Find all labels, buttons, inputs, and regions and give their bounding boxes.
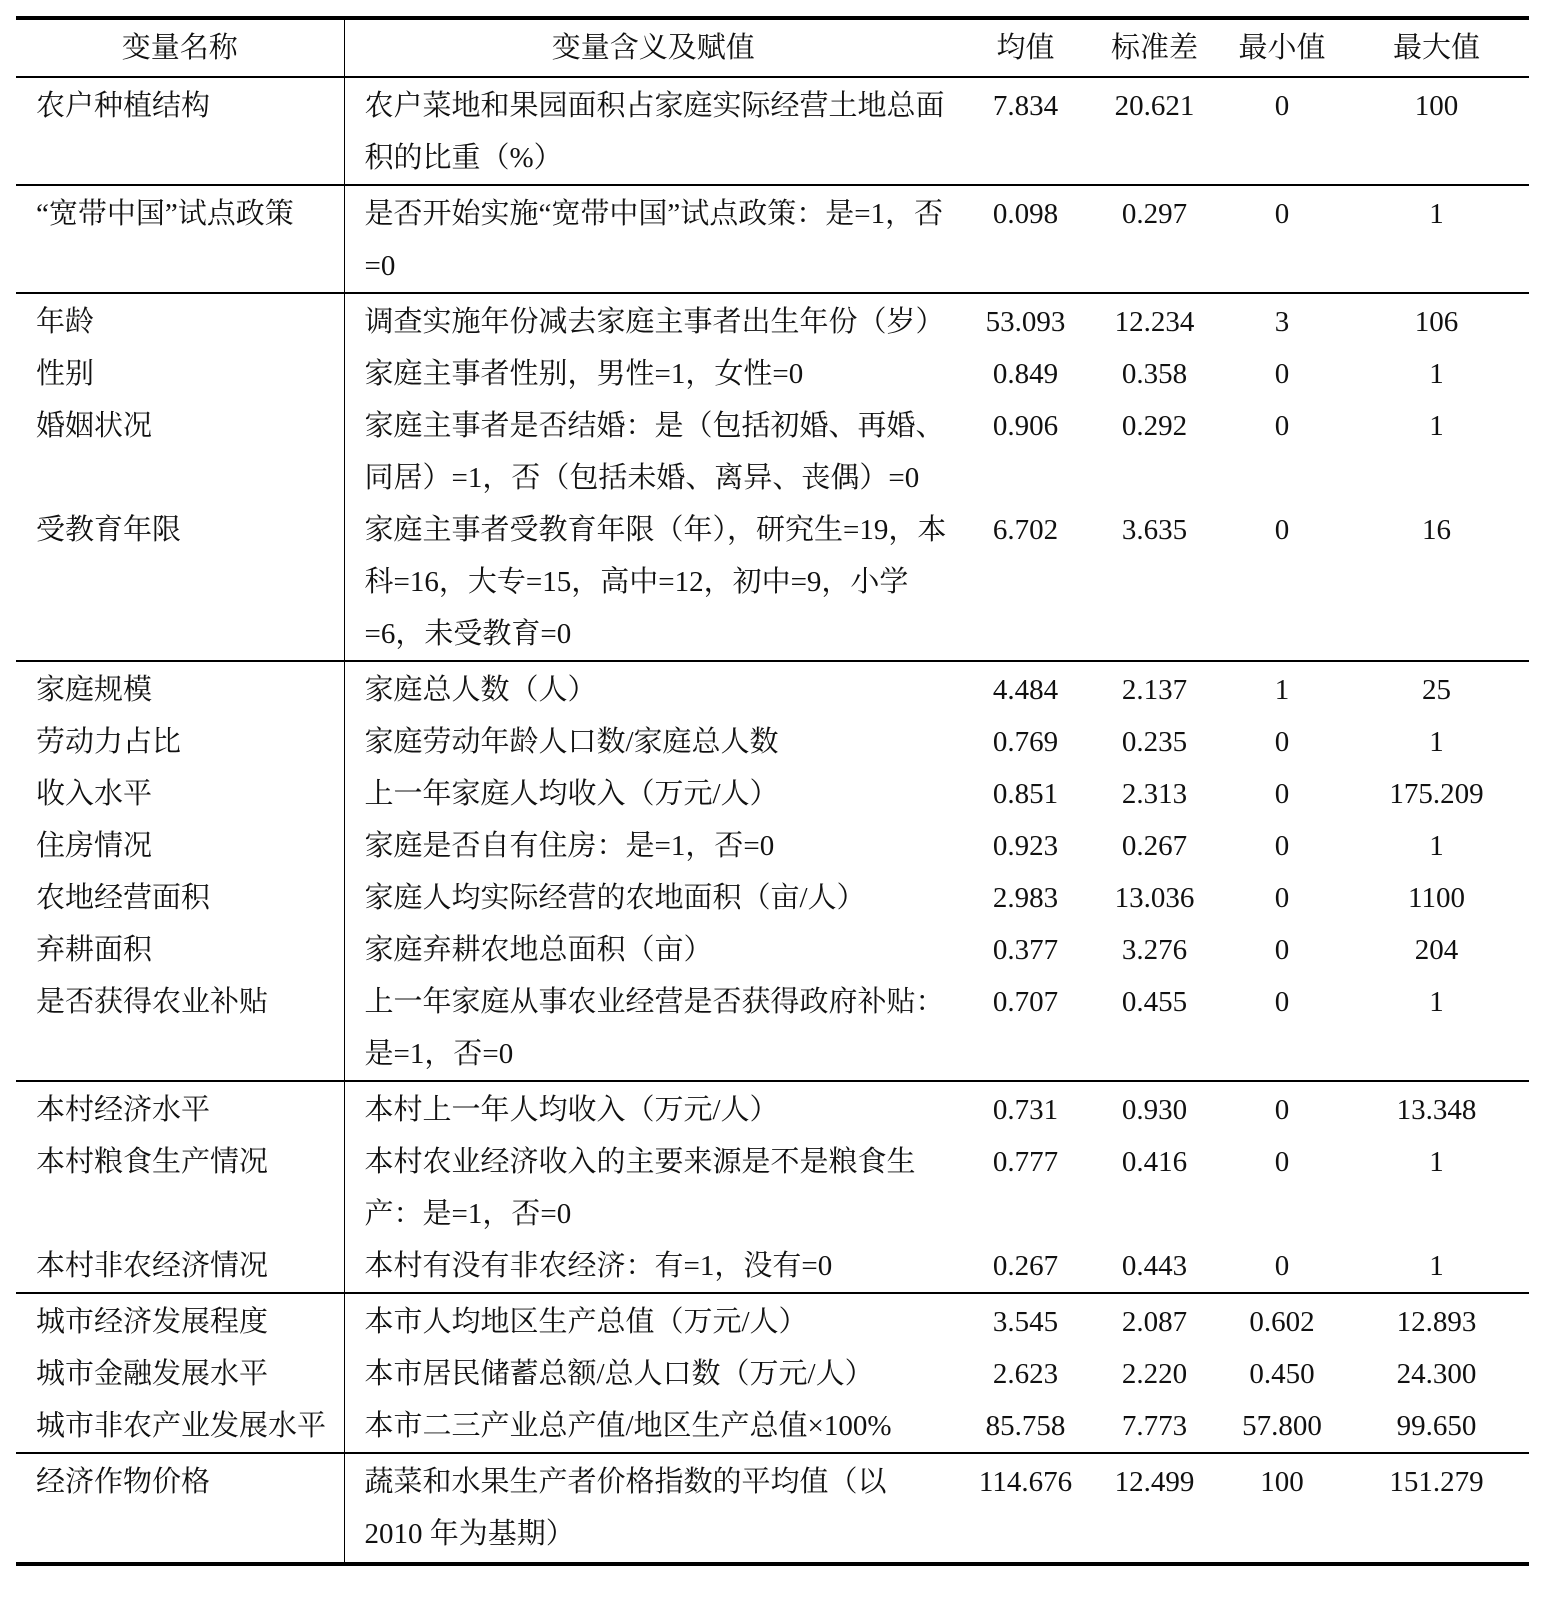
table-header [16,18,1529,77]
table-row [16,661,1529,716]
variable-meaning-cell: 本市居民储蓄总额/总人口数（万元/人） [364,1358,874,1390]
min-cell: 100 [1260,1466,1304,1498]
table-row [16,1400,1529,1453]
table-row [16,348,1529,400]
variable-meaning-cell: 本市二三产业总产值/地区生产总值×100% [364,1410,892,1442]
std-dev-cell: 0.416 [1121,1146,1188,1178]
variable-meaning-cell: 本村农业经济收入的主要来源是不是粮食生产：是=1，否=0 [364,1146,916,1230]
mean-cell: 114.676 [978,1466,1073,1498]
header-mean: 均值 [962,18,1089,77]
variable-meaning-cell: 上一年家庭人均收入（万元/人） [364,778,779,810]
variable-name-cell: 本村粮食生产情况 [16,1136,344,1240]
min-cell: 0 [1274,1250,1290,1282]
max-cell: 106 [1414,306,1459,338]
variable-name-cell: 城市非农产业发展水平 [16,1400,344,1453]
min-cell: 0 [1274,358,1290,390]
variable-name-cell: 城市经济发展程度 [16,1293,344,1348]
variable-name-cell: 劳动力占比 [16,716,344,768]
variable-meaning-cell: 调查实施年份减去家庭主事者出生年份（岁） [364,306,945,338]
mean-cell: 0.906 [992,410,1059,442]
std-dev-cell: 2.220 [1121,1358,1188,1390]
variable-meaning-cell: 本村上一年人均收入（万元/人） [364,1094,779,1126]
min-cell: 57.800 [1242,1410,1322,1442]
table-row [16,1293,1529,1348]
std-dev-cell: 7.773 [1121,1410,1188,1442]
variable-meaning-cell: 家庭是否自有住房：是=1，否=0 [364,830,775,862]
max-cell: 1 [1429,726,1444,758]
max-cell: 1 [1429,1146,1444,1178]
variable-group [16,185,1529,293]
min-cell: 0.450 [1249,1358,1315,1390]
max-cell: 1 [1429,358,1444,390]
table-row [16,924,1529,976]
min-cell: 0 [1274,986,1290,1018]
variable-meaning-cell: 家庭人均实际经营的农地面积（亩/人） [364,882,866,914]
mean-cell: 2.983 [992,882,1059,914]
variable-name-cell: 性别 [16,348,344,400]
variable-meaning-cell: 家庭弃耕农地总面积（亩） [364,934,713,966]
variable-name-cell: 农地经营面积 [16,872,344,924]
variable-meaning-cell: 家庭总人数（人） [364,674,597,706]
variable-meaning-cell: 家庭劳动年龄人口数/家庭总人数 [364,726,779,758]
min-cell: 0 [1274,410,1290,442]
mean-cell: 0.707 [992,986,1059,1018]
mean-cell: 0.731 [992,1094,1059,1126]
std-dev-cell: 2.313 [1121,778,1188,810]
mean-cell: 53.093 [985,306,1066,338]
variable-meaning-cell: 蔬菜和水果生产者价格指数的平均值（以 2010 年为基期） [364,1466,887,1550]
variable-meaning-cell: 上一年家庭从事农业经营是否获得政府补贴：是=1，否=0 [364,986,945,1070]
mean-cell: 0.777 [992,1146,1059,1178]
variable-group [16,1081,1529,1293]
min-cell: 0 [1274,198,1290,230]
min-cell: 0 [1274,830,1290,862]
mean-cell: 0.849 [992,358,1059,390]
variable-name-cell: 弃耕面积 [16,924,344,976]
variable-group [16,1453,1529,1564]
max-cell: 204 [1414,934,1459,966]
table-row [16,77,1529,185]
variable-name-cell: 本村非农经济情况 [16,1240,344,1293]
variable-name-cell: 经济作物价格 [16,1453,344,1564]
mean-cell: 7.834 [992,90,1059,122]
std-dev-cell: 0.267 [1121,830,1188,862]
variable-name-cell: 住房情况 [16,820,344,872]
std-dev-cell: 0.443 [1121,1250,1188,1282]
min-cell: 0 [1274,882,1290,914]
max-cell: 25 [1422,674,1451,706]
std-dev-cell: 2.137 [1121,674,1188,706]
max-cell: 16 [1422,514,1451,546]
mean-cell: 0.923 [992,830,1059,862]
table-row [16,768,1529,820]
variable-meaning-cell: 家庭主事者受教育年限（年），研究生=19，本科=16，大专=15，高中=12，初中=9，小学=6，未受教育=0 [364,514,947,650]
max-cell: 151.279 [1389,1466,1484,1498]
min-cell: 0 [1274,778,1290,810]
variable-statistics-table [16,16,1529,1566]
std-dev-cell: 0.297 [1121,198,1188,230]
std-dev-cell: 3.635 [1121,514,1188,546]
header-variable-name: 变量名称 [16,18,344,77]
variable-name-cell: “宽带中国”试点政策 [16,185,344,293]
mean-cell: 0.267 [992,1250,1059,1282]
variable-meaning-cell: 农户菜地和果园面积占家庭实际经营土地总面积的比重（%） [364,90,945,174]
min-cell: 0 [1274,90,1290,122]
max-cell: 12.893 [1396,1306,1477,1338]
max-cell: 1 [1429,410,1444,442]
table-row [16,976,1529,1081]
std-dev-cell: 12.499 [1114,1466,1195,1498]
max-cell: 100 [1414,90,1459,122]
variable-meaning-cell: 家庭主事者性别，男性=1，女性=0 [364,358,804,390]
table-row [16,293,1529,348]
variable-group [16,661,1529,1081]
mean-cell: 2.623 [992,1358,1059,1390]
variable-meaning-cell: 家庭主事者是否结婚：是（包括初婚、再婚、同居）=1，否（包括未婚、离异、丧偶）=0 [364,410,945,494]
header-variable-meaning: 变量含义及赋值 [344,18,962,77]
mean-cell: 6.702 [992,514,1059,546]
variable-name-cell: 城市金融发展水平 [16,1348,344,1400]
std-dev-cell: 2.087 [1121,1306,1188,1338]
variable-group [16,77,1529,185]
header-row [16,18,1529,77]
mean-cell: 0.098 [992,198,1059,230]
table-row [16,400,1529,504]
variable-name-cell: 受教育年限 [16,504,344,661]
mean-cell: 0.851 [992,778,1059,810]
min-cell: 0 [1274,934,1290,966]
table-row [16,1081,1529,1136]
variable-group [16,1293,1529,1453]
variable-name-cell: 婚姻状况 [16,400,344,504]
max-cell: 13.348 [1396,1094,1477,1126]
std-dev-cell: 0.930 [1121,1094,1188,1126]
variable-name-cell: 家庭规模 [16,661,344,716]
variable-name-cell: 本村经济水平 [16,1081,344,1136]
min-cell: 1 [1274,674,1290,706]
max-cell: 175.209 [1389,778,1484,810]
max-cell: 99.650 [1396,1410,1477,1442]
max-cell: 1100 [1408,882,1465,914]
std-dev-cell: 0.358 [1121,358,1188,390]
std-dev-cell: 0.292 [1121,410,1188,442]
variable-group [16,293,1529,661]
std-dev-cell: 12.234 [1114,306,1195,338]
table-row [16,504,1529,661]
mean-cell: 0.377 [992,934,1059,966]
min-cell: 0 [1274,1094,1290,1126]
std-dev-cell: 3.276 [1121,934,1188,966]
mean-cell: 4.484 [992,674,1059,706]
min-cell: 3 [1274,306,1290,338]
max-cell: 1 [1429,198,1444,230]
max-cell: 24.300 [1396,1358,1477,1390]
mean-cell: 3.545 [992,1306,1059,1338]
std-dev-cell: 0.455 [1121,986,1188,1018]
std-dev-cell: 13.036 [1114,882,1195,914]
std-dev-cell: 0.235 [1121,726,1188,758]
variable-meaning-cell: 本村有没有非农经济：有=1，没有=0 [364,1250,833,1282]
table-row [16,716,1529,768]
max-cell: 1 [1429,986,1444,1018]
variable-name-cell: 收入水平 [16,768,344,820]
mean-cell: 0.769 [992,726,1059,758]
variable-meaning-cell: 是否开始实施“宽带中国”试点政策：是=1，否=0 [364,198,944,282]
table-row [16,1348,1529,1400]
min-cell: 0.602 [1249,1306,1315,1338]
header-min: 最小值 [1220,18,1344,77]
header-std-dev: 标准差 [1089,18,1220,77]
min-cell: 0 [1274,1146,1290,1178]
max-cell: 1 [1429,1250,1444,1282]
min-cell: 0 [1274,726,1290,758]
variable-name-cell: 是否获得农业补贴 [16,976,344,1081]
variable-name-cell: 农户种植结构 [16,77,344,185]
std-dev-cell: 20.621 [1114,90,1195,122]
variable-name-cell: 年龄 [16,293,344,348]
variable-meaning-cell: 本市人均地区生产总值（万元/人） [364,1306,808,1338]
table-row [16,872,1529,924]
table-row [16,1136,1529,1240]
table-row [16,1240,1529,1293]
max-cell: 1 [1429,830,1444,862]
table-row [16,1453,1529,1564]
header-max: 最大值 [1344,18,1529,77]
mean-cell: 85.758 [985,1410,1066,1442]
table-row [16,820,1529,872]
min-cell: 0 [1274,514,1290,546]
table-row [16,185,1529,293]
